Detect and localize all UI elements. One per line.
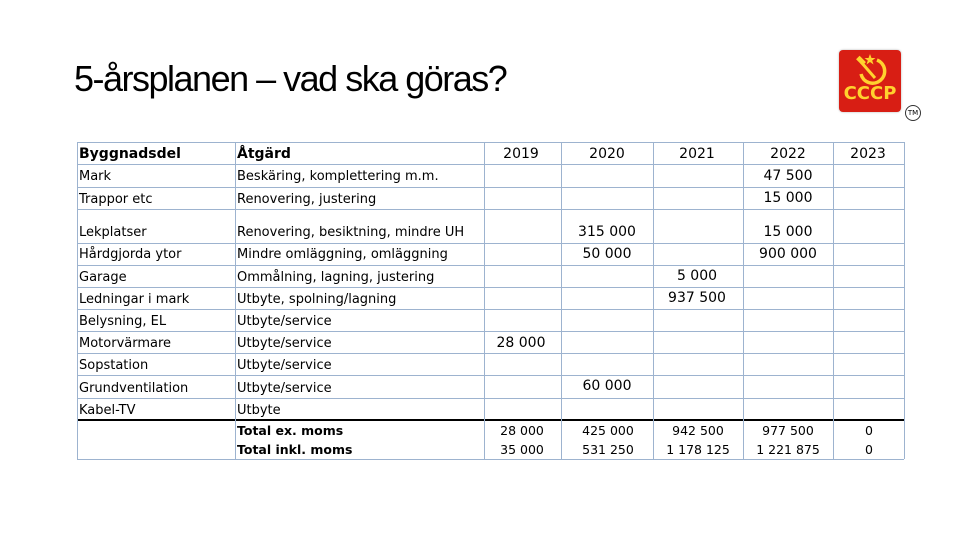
row-action: Utbyte/service xyxy=(237,381,332,396)
value-cell: 50 000 xyxy=(582,246,632,262)
row-action: Utbyte/service xyxy=(237,358,332,373)
row-part: Trappor etc xyxy=(79,192,153,207)
table-border xyxy=(833,142,834,459)
row-part: Grundventilation xyxy=(79,381,189,396)
total-inkl-value: 0 xyxy=(865,442,873,457)
row-action: Utbyte/service xyxy=(237,336,332,351)
table-border xyxy=(77,287,904,288)
table-border xyxy=(77,353,904,354)
header-2019: 2019 xyxy=(503,146,539,162)
row-action: Utbyte xyxy=(237,403,281,418)
total-ex-value: 942 500 xyxy=(672,423,724,438)
table-border xyxy=(77,243,904,244)
row-part: Garage xyxy=(79,270,127,285)
value-cell: 315 000 xyxy=(578,224,636,240)
table-border xyxy=(77,398,904,399)
row-action: Utbyte/service xyxy=(237,314,332,329)
total-inkl-value: 1 221 875 xyxy=(756,442,820,457)
table-border xyxy=(743,142,744,459)
total-divider xyxy=(77,419,904,421)
table-border xyxy=(653,142,654,459)
total-ex-value: 425 000 xyxy=(582,423,634,438)
table-border xyxy=(77,209,904,210)
table-border xyxy=(235,142,236,459)
total-ex-label: Total ex. moms xyxy=(237,423,344,438)
row-part: Hårdgjorda ytor xyxy=(79,247,182,262)
total-ex-value: 0 xyxy=(865,423,873,438)
total-inkl-value: 531 250 xyxy=(582,442,634,457)
total-ex-value: 28 000 xyxy=(500,423,544,438)
row-part: Kabel-TV xyxy=(79,403,136,418)
table-border xyxy=(77,142,78,459)
table-border xyxy=(484,142,485,459)
total-inkl-value: 1 178 125 xyxy=(666,442,730,457)
value-cell: 47 500 xyxy=(763,168,813,184)
table-border xyxy=(904,142,905,459)
row-action: Ommålning, lagning, justering xyxy=(237,270,435,285)
row-part: Mark xyxy=(79,169,112,184)
table-border xyxy=(77,142,904,143)
value-cell: 5 000 xyxy=(676,268,718,284)
row-action: Beskäring, komplettering m.m. xyxy=(237,169,439,184)
trademark-icon: TM xyxy=(905,105,921,121)
header-2022: 2022 xyxy=(770,146,806,162)
total-inkl-label: Total inkl. moms xyxy=(237,442,353,457)
row-part: Belysning, EL xyxy=(79,314,167,329)
table-border xyxy=(561,142,562,459)
value-cell: 15 000 xyxy=(763,224,813,240)
value-cell: 60 000 xyxy=(582,378,632,394)
row-part: Motorvärmare xyxy=(79,336,172,351)
table-border xyxy=(77,187,904,188)
header-2023: 2023 xyxy=(850,146,886,162)
table-border xyxy=(77,459,904,460)
row-action: Renovering, justering xyxy=(237,192,377,207)
table-border xyxy=(77,164,904,165)
row-part: Ledningar i mark xyxy=(79,292,190,307)
header-2020: 2020 xyxy=(589,146,625,162)
row-part: Sopstation xyxy=(79,358,149,373)
value-cell: 937 500 xyxy=(668,290,726,306)
table-border xyxy=(77,331,904,332)
logo-text: CCCP xyxy=(843,83,897,104)
header-action: Åtgärd xyxy=(237,146,291,162)
table-border xyxy=(77,309,904,310)
header-part: Byggnadsdel xyxy=(79,146,181,162)
row-action: Utbyte, spolning/lagning xyxy=(237,292,397,307)
table-border xyxy=(77,265,904,266)
row-action: Renovering, besiktning, mindre UH xyxy=(237,225,465,240)
page-title: 5-årsplanen – vad ska göras? xyxy=(74,58,507,99)
row-action: Mindre omläggning, omläggning xyxy=(237,247,448,262)
value-cell: 900 000 xyxy=(759,246,817,262)
table-border xyxy=(77,375,904,376)
header-2021: 2021 xyxy=(679,146,715,162)
row-part: Lekplatser xyxy=(79,225,147,240)
value-cell: 15 000 xyxy=(763,190,813,206)
value-cell: 28 000 xyxy=(496,335,546,351)
total-ex-value: 977 500 xyxy=(762,423,814,438)
total-inkl-value: 35 000 xyxy=(500,442,544,457)
